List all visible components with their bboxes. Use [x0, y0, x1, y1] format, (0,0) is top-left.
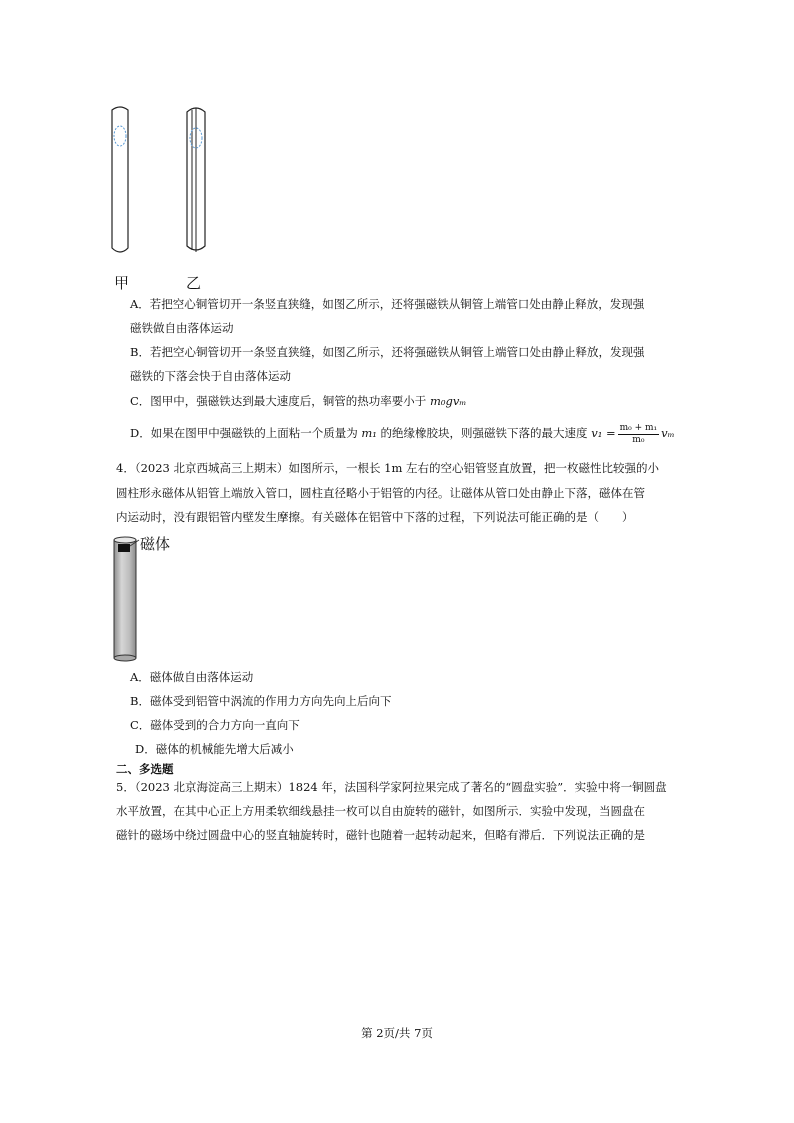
fraction-numerator: m₀ + m₁ [619, 422, 658, 433]
q3-option-d [130, 420, 675, 446]
q3-option-c [130, 396, 466, 408]
q5-stem-line2: 水平放置，在其中心正上方用柔软细线悬挂一枚可以自由旋转的磁针，如图所示．实验中发现，当圆盘在 [116, 804, 645, 818]
fraction-denominator: m₀ [632, 434, 645, 445]
q3-option-d-text-b: 的绝缘橡胶块，则强磁铁下落的最大速度 [376, 426, 592, 440]
tube-yi [187, 108, 205, 252]
q4-stem-line1: 4．（2023 北京西城高三上期末）如图所示，一根长 1m 左右的空心铝管竖直放置，把一枚磁性比较强的小 [116, 461, 660, 475]
q4-option-a: A．磁体做自由落体运动 [130, 670, 254, 684]
q3-option-d-vm: vₘ [661, 426, 675, 440]
q4-stem-line2: 圆柱形永磁体从铝管上端放入管口，圆柱直径略小于铝管的内径。让磁体从管口处由静止下落，磁体在管 [116, 486, 645, 500]
q4-option-c: C．磁体受到的合力方向一直向下 [130, 718, 300, 732]
q4-option-b: B．磁体受到铝管中涡流的作用力方向先向上后向下 [130, 694, 392, 708]
q5-stem-line1: 5．（2023 北京海淀高三上期末）1824 年，法国科学家阿拉果完成了著名的“圆盘实验”．实验中将一铜圆盘 [116, 780, 667, 794]
q3-option-a-line2: 磁铁做自由落体运动 [130, 321, 234, 335]
q3-option-c-formula: m₀gvₘ [429, 394, 467, 408]
page-footer: 第 2页/共 7页 [361, 1026, 433, 1040]
section-heading: 二、多选题 [116, 762, 174, 776]
magnet-block [118, 544, 130, 552]
q4-stem-line3: 内运动时，没有跟铝管内壁发生摩擦。有关磁体在铝管中下落的过程，下列说法可能正确的是（ ） [116, 510, 634, 524]
q4-option-d: D．磁体的机械能先增大后减小 [135, 742, 294, 756]
q3-option-d-v1: v₁ = [591, 426, 616, 440]
q3-option-c-text: C．图甲中，强磁铁达到最大速度后，铜管的热功率要小于 [130, 394, 430, 408]
tube-jia [112, 107, 128, 252]
q3-option-b-line2: 磁铁的下落会快于自由落体运动 [130, 369, 291, 383]
copper-tubes-figure [100, 100, 230, 292]
q3-option-d-text-a: D．如果在图甲中强磁铁的上面粘一个质量为 [130, 426, 362, 440]
label-jia: 甲 [114, 274, 130, 292]
q3-option-b-line1: B．若把空心铜管切开一条竖直狭缝，如图乙所示，还将强磁铁从铜管上端管口处由静止释放，发现强 [130, 345, 645, 359]
q3-option-a-line1: A．若把空心铜管切开一条竖直狭缝，如图乙所示，还将强磁铁从铜管上端管口处由静止释放，发现强 [130, 297, 645, 311]
q3-option-d-m1: m₁ [361, 426, 377, 440]
magnet-label: 磁体 [140, 535, 171, 553]
label-yi: 乙 [186, 274, 202, 292]
q3-option-d-fraction [618, 423, 660, 446]
q5-stem-line3: 磁针的磁场中绕过圆盘中心的竖直轴旋转时，磁针也随着一起转动起来，但略有滞后．下列说法正确的是 [116, 828, 645, 842]
